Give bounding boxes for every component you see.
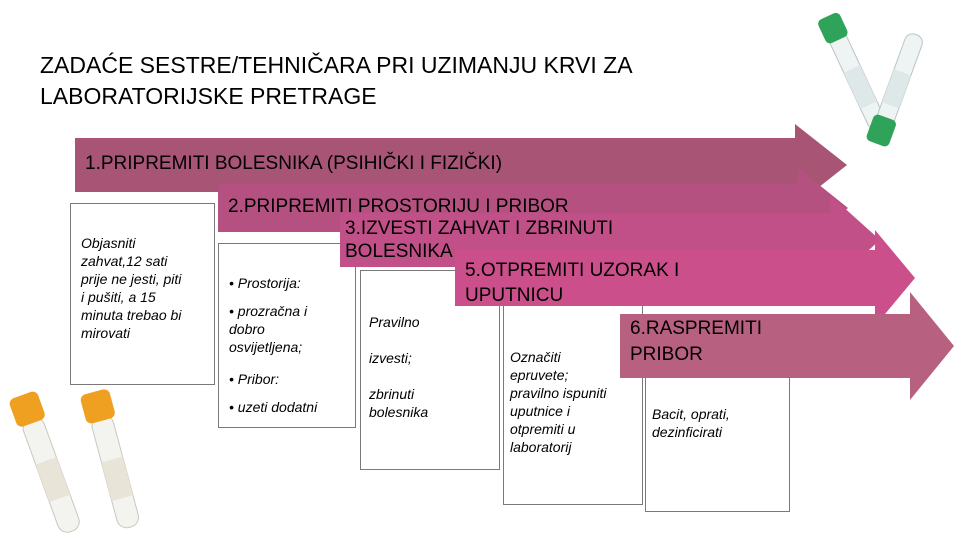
step-6-label xyxy=(630,316,762,368)
step-6-label-line2: PRIBOR xyxy=(630,344,703,365)
step-2-label: 2.PRIPREMITI PROSTORIJU I PRIBOR xyxy=(228,196,569,217)
room-prep-box xyxy=(218,243,356,428)
room-prep-item: • Pribor: xyxy=(229,370,317,388)
step-5-label-line2: UPUTNICU xyxy=(465,285,564,306)
room-prep-item: • uzeti dodatni xyxy=(229,398,317,416)
blood-tubes-orange-icon xyxy=(2,372,172,540)
patient-prep-box xyxy=(70,203,215,385)
sample-send-text: Označiti epruvete; pravilno ispuniti uputnice i otpremiti u laboratorij xyxy=(510,349,607,455)
step-1-label: 1.PRIPREMITI BOLESNIKA (PSIHIČKI I FIZIČKI) xyxy=(85,153,503,174)
step-6-arrow xyxy=(620,292,954,400)
room-prep-item: • Prostorija: xyxy=(229,274,317,292)
step-6-label-line1: 6.RASPREMITI xyxy=(630,318,762,339)
cleanup-text: Bacit, oprati, dezinficirati xyxy=(652,406,730,440)
room-prep-item-cont: dobro osvijetljena; xyxy=(229,321,303,355)
step-3-label-line2: BOLESNIKA xyxy=(345,241,453,262)
patient-prep-text: Objasniti zahvat,12 sati prije ne jesti, piti i pušiti, a 15 minuta trebao bi mirovati xyxy=(81,235,182,341)
slide-title: ZADAĆE SESTRE/TEHNIČARA PRI UZIMANJU KRVI ZA LABORATORIJSKE PRETRAGE xyxy=(40,52,632,109)
step-5-label-line1: 5.OTPREMITI UZORAK I xyxy=(465,260,680,281)
step-3-label-line1: 3.IZVESTI ZAHVAT I ZBRINUTI xyxy=(345,218,614,239)
room-prep-item: • prozračna i xyxy=(229,302,317,320)
procedure-text: Pravilno izvesti; zbrinuti bolesnika xyxy=(369,314,429,420)
room-prep-text xyxy=(229,274,317,416)
